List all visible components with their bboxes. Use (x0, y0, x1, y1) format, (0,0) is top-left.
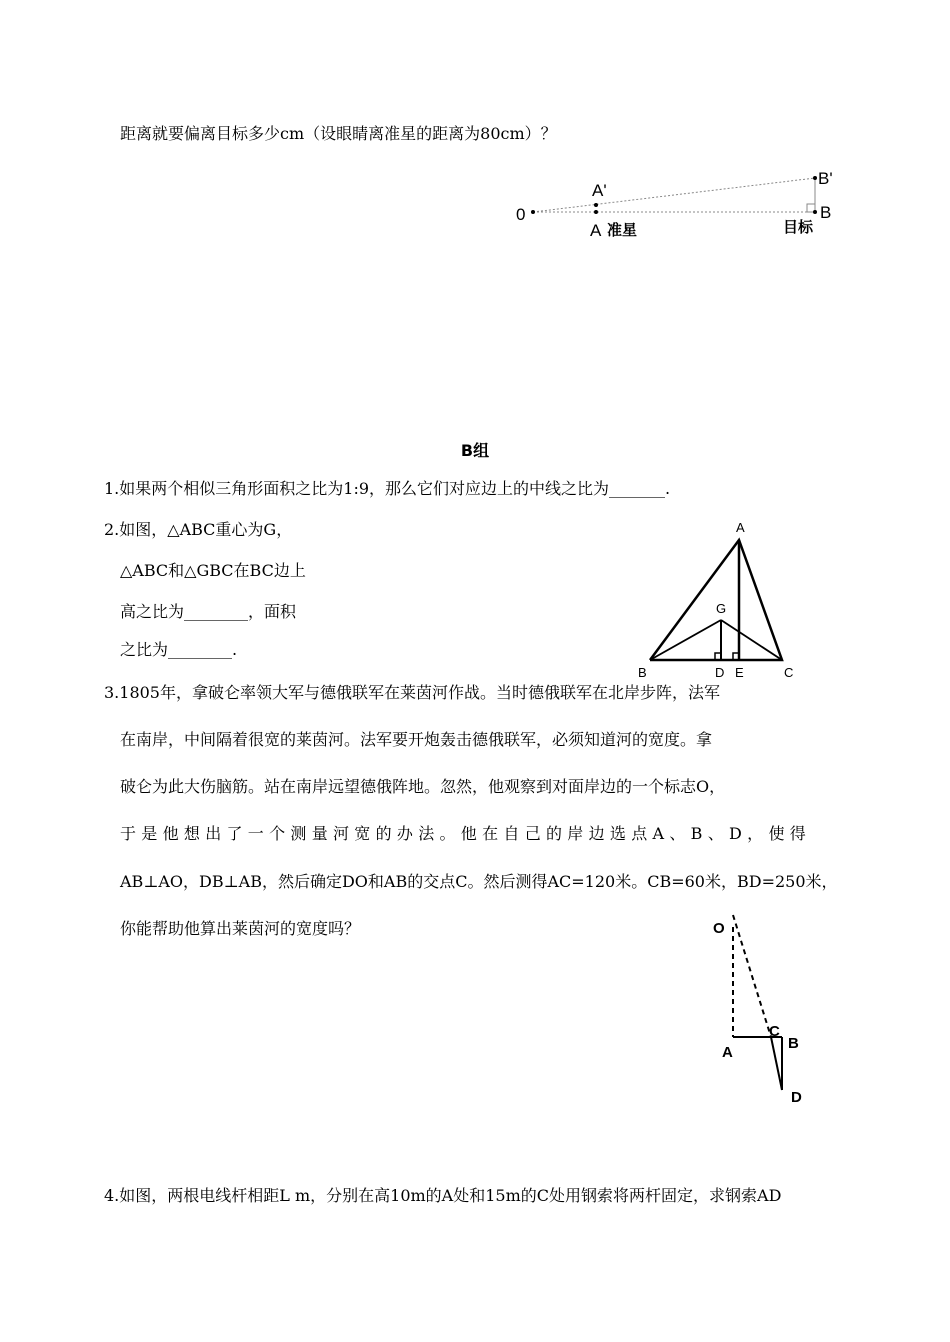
label-aprime: A' (592, 181, 607, 200)
label-b: B (638, 665, 647, 680)
question-2-line-4: 之比为________. (120, 640, 238, 659)
question-3-line-3: 破仑为此大伤脑筋。站在南岸远望德俄阵地。忽然，他观察到对面岸边的一个标志O， (120, 777, 726, 796)
label-b: B (788, 1035, 799, 1052)
question-3-line-1: 3.1805年，拿破仑率领大军与德俄联军在莱茵河作战。当时德俄联军在北岸步阵，法军 (104, 683, 720, 702)
label-sight: 准星 (607, 222, 638, 239)
point-bprime (813, 176, 817, 180)
triangle-abc (650, 540, 782, 660)
label-g: G (716, 601, 727, 616)
question-3-line-6: 你能帮助他算出莱茵河的宽度吗？ (120, 919, 361, 938)
question-1: 1.如果两个相似三角形面积之比为1:9，那么它们对应边上的中线之比为_______. (104, 479, 671, 498)
question-2-line-3: 高之比为________，面积 (120, 602, 297, 621)
point-a (594, 210, 598, 214)
segment-gb (650, 620, 721, 660)
question-3-line-4: 于是他想出了一个测量河宽的办法。他在自己的岸边选点A、B、D，使得 (120, 824, 812, 843)
label-o: O (713, 920, 725, 937)
sighting-diagram (510, 165, 850, 255)
question-2-line-1: 2.如图，△ABC重心为G， (104, 520, 293, 539)
question-4: 4.如图，两根电线杆相距L m，分别在高10m的A处和15m的C处用钢索将两杆固定，求钢索AD (104, 1186, 782, 1205)
label-c: C (769, 1023, 780, 1040)
question-3-line-2: 在南岸，中间隔着很宽的莱茵河。法军要开炮轰击德俄联军，必须知道河的宽度。拿 (120, 730, 713, 749)
section-title: B组 (460, 441, 490, 460)
label-a: A (736, 520, 745, 535)
segment-cd (771, 1037, 782, 1090)
label-o: 0 (516, 205, 526, 224)
label-d: D (791, 1089, 802, 1105)
river-width-diagram (705, 905, 825, 1105)
triangle-centroid-diagram (630, 513, 810, 683)
question-3-line-5: AB⊥AO，DB⊥AB，然后确定DO和AB的交点C。然后测得AC=120米。CB=60米，BD=250米， (120, 872, 838, 891)
label-b: B (820, 203, 832, 222)
segment-gc (721, 620, 782, 660)
label-e: E (735, 665, 744, 680)
line-o-bprime (533, 178, 815, 212)
label-a: A (722, 1044, 733, 1061)
question-2-line-2: △ABC和△GBC在BC边上 (120, 561, 306, 580)
question-text-line: 距离就要偏离目标多少cm（设眼睛离准星的距离为80cm）？ (120, 124, 557, 143)
label-bprime: B' (818, 169, 833, 188)
dashed-oc (733, 915, 771, 1037)
point-b (813, 210, 817, 214)
label-d: D (715, 665, 725, 680)
label-c: C (784, 665, 794, 680)
point-aprime (594, 203, 598, 207)
label-a: A (590, 221, 602, 240)
point-o (531, 210, 535, 214)
label-target: 目标 (783, 219, 814, 236)
